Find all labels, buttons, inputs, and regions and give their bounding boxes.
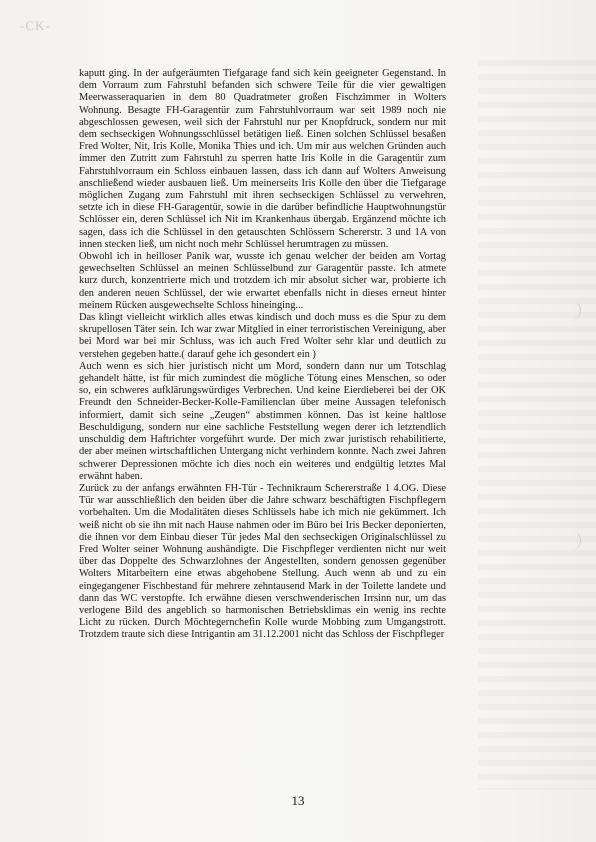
- body-text: [79, 68, 446, 642]
- punch-hole-top: [560, 300, 581, 321]
- paragraph-4: Auch wenn es sich hier juristisch nicht um Mord, sondern dann nur um Totschlag gehandelt hätte, ist für mich zumindest die mögliche Tötung eines Menschen, so oder so, ein schweres aufklärungswürdiges Verbrechen. Und keine Eierdieberei bei der OK Freundt den Schneider-Becker-Kolle-Familienclan über meine Aussagen telefonisch informiert, damit sich seine „Zeugen“ abstimmen können. Das ist keine haltlose Beschuldigung, sondern nur eine sachliche Feststellung wegen derer ich letztendlich unschuldig dem Haftrichter vorgeführt wurde. Der mich zwar juristisch rehabilitierte, der aber meinen wirtschaftlichen Untergang nicht verhindern konnte. Nach zwei Jahren schwerer Depressionen möchte ich dies noch ein weiteres und endgültig letztes Mal erwähnt haben.: [79, 360, 446, 482]
- punch-hole-bottom: [560, 530, 581, 551]
- paragraph-5: Zurück zu der anfangs erwähnten FH-Tür - Technikraum Schererstraße 1 4.OG. Diese Tür war ausschließlich den beiden über die Jahre schwarz beschäftigten Fischpflegern vorbehalten. Um die Modalitäten dieses Schlüssels habe ich mich nie gekümmert. Ich weiß nicht ob sie ihn mit nach Hause nahmen oder im Büro bei Iris Becker deponierten, die ihnen vor dem Einbau dieser Tür jedes Mal den sechseckigen Originalschlüssel zu Fred Wolter seiner Wohnung aushändigte. Die Fischpfleger verdienten nicht nur weit über das Doppelte des Schwarzlohnes der Angestellten, sondern genossen gegenüber Wolters Mitarbeitern eine etwas abgehobene Stellung. Auch wenn ab und zu ein eingegangener Fischbestand für mehrere zehntausend Mark in der Toilette landete und dann das WC verstopfte. Ich erwähne diesen verschwenderischen Irrsinn nur, um das verlogene Bild des angeblich so harmonischen Betriebsklimas ein wenig ins rechte Licht zu rücken. Durch Möchtegernchefin Kolle wurde Mobbing zum Umgangstrott. Trotzdem traute sich diese Intrigantin am 31.12.2001 nicht das Schloss der Fischpfleger: [79, 482, 446, 641]
- page-number: 13: [291, 793, 305, 808]
- paragraph-1: kaputt ging. In der aufgeräumten Tiefgarage fand sich kein geeigneter Gegenstand. In dem Vorraum zum Fahrstuhl befanden sich schwere Teile für die vier gewaltigen Meerwasseraquarien in dem 80 Quadratmeter großen Fischzimmer in Wolters Wohnung. Besagte FH-Garagentür zum Fahrstuhlvorraum war seit 1989 noch nie abgeschlossen gewesen, weil sich der Fahrstuhl nur per Knopfdruck, sondern nur mit dem sechseckigen Wohnungsschlüssel betätigen ließ. Einen solchen Schlüssel besaßen Fred Wolter, Nit, Iris Kolle, Monika Thies und ich. Um mir aus welchen Gründen auch immer den Zutritt zum Fahrstuhl zu sperren hatte Iris Kolle in die Garagentür zum Fahrstuhlvorraum ein Schloss einbauen lassen, dass ich dann auf Wolters Anweisung anschließend wieder ausbauen ließ. Um meinerseits Iris Kolle den über die Tiefgarage möglichen Zugang zum Fahrstuhl mit ihren sechseckigen Schlüssel zu verwehren, setzte ich in diese FH-Garagentür, sowie in die darüber befindliche Hauptwohnungstür Schlösser ein, deren Schlüssel ich Nit im Krankenhaus übergab. Ergänzend möchte ich sagen, dass ich die Schlüssel in den getauschten Schlössern Schererstr. 3 und 1A von innen stecken ließ, um nicht noch mehr Schlüssel herumtragen zu müssen.: [79, 68, 446, 250]
- corner-mark: -CK-: [20, 18, 51, 33]
- show-through-margin: [478, 60, 596, 790]
- paragraph-3: Das klingt vielleicht wirklich alles etwas kindisch und doch muss es die Spur zu dem skrupellosen Täter sein. Ich war zwar Mitglied in einer terroristischen Vereinigung, aber bei Mord war bei mir Schluss, was ich auch Fred Wolter sehr klar und deutlich zu verstehen gegeben hatte.( darauf gehe ich gesondert ein ): [79, 312, 446, 360]
- paragraph-2: Obwohl ich in heilloser Panik war, wusste ich genau welcher der beiden am Vortag gewechselten Schlüssel an meinen Schlüsselbund zur Garagentür passte. Ich atmete kurz durch, konzentrierte mich und trotzdem ich mir absolut sicher war, probierte ich den anderen neuen Schlüssel, der wie erwartet ebenfalls nicht in dieses erneut hinter meinem Rücken ausgewechselte Schloss hineinging...: [79, 251, 446, 311]
